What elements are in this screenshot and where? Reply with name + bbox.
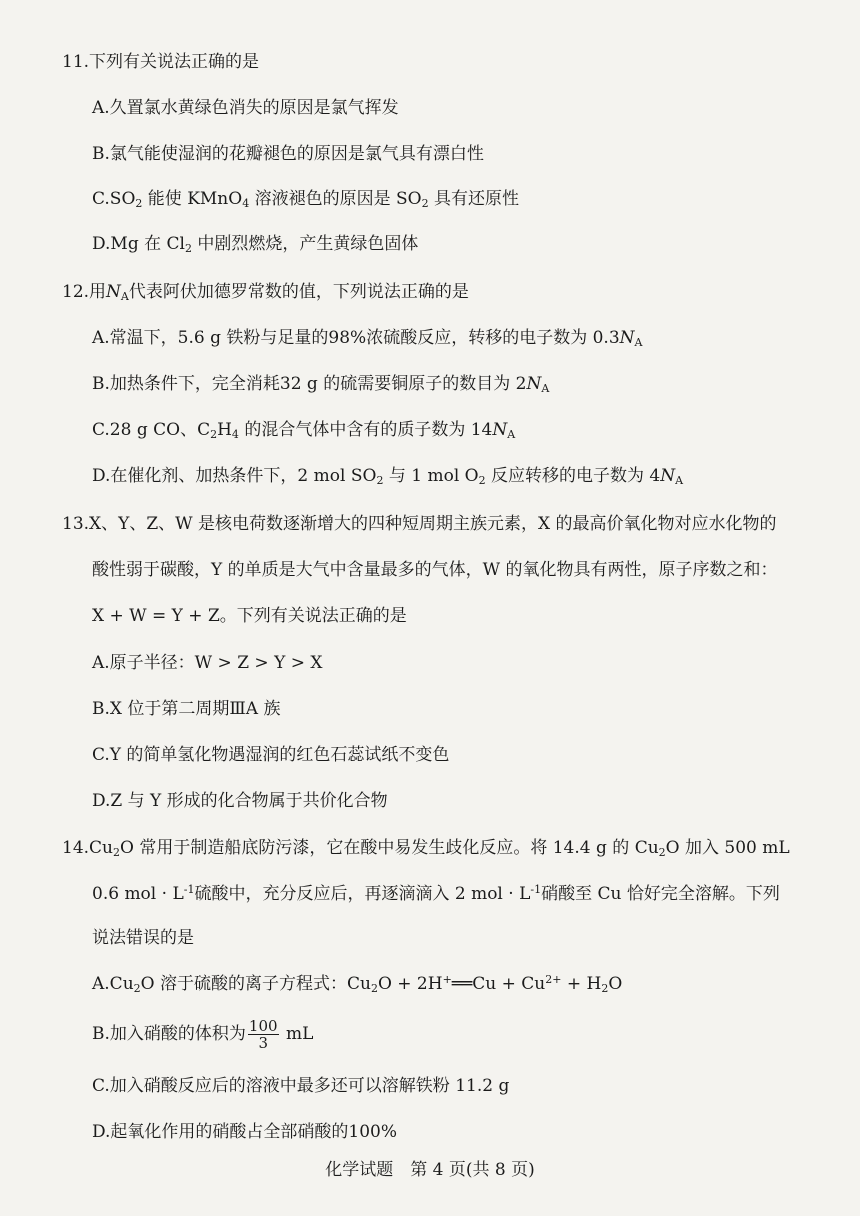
question-11-stem: 11.下列有关说法正确的是 [62,52,260,72]
q12-option-c: C.28 g CO、$C_2H_4$ 的混合气体中含有的质子数为 $14N_A$ [92,420,516,441]
question-13-line-2: 酸性弱于碳酸，Y 的单质是大气中含量最多的气体，W 的氧化物具有两性，原子序数之和： [92,560,778,580]
fraction: $\frac{100}{3}$ [248,1017,278,1052]
question-14-line-2: 0.6 mol · $L^{-1}$硫酸中，充分反应后，再逐滴滴入 2 mol · $L^{-1}$硝酸至 Cu 恰好完全溶解。下列 [92,883,780,904]
q11-option-a: A.久置氯水黄绿色消失的原因是氯气挥发 [92,98,399,118]
q11-option-b: B.氯气能使湿润的花瓣褪色的原因是氯气具有漂白性 [92,144,484,164]
q12-option-d: D.在催化剂、加热条件下，2 mol $SO_2$ 与 1 mol $O_2$ 反应转移的电子数为 $4N_A$ [92,466,684,487]
q13-option-b: B.X 位于第二周期ⅢA 族 [92,699,281,719]
question-13-line-3: X + W = Y + Z。下列有关说法正确的是 [92,606,407,626]
q12-option-b: B.加热条件下，完全消耗32 g 的硫需要铜原子的数目为 $2N_A$ [92,374,550,395]
q12-option-a: A.常温下，5.6 g 铁粉与足量的98%浓硫酸反应，转移的电子数为 $0.3N_A$ [92,328,643,349]
question-14-line-3: 说法错误的是 [92,928,194,948]
q11-option-d: D.Mg 在 $Cl_2$ 中剧烈燃烧，产生黄绿色固体 [92,234,419,255]
q14-option-d: D.起氧化作用的硝酸占全部硝酸的100% [92,1122,398,1142]
q14-option-c: C.加入硝酸反应后的溶液中最多还可以溶解铁粉 11.2 g [92,1076,510,1096]
question-14-line-1: $14.Cu_2O$ 常用于制造船底防污漆，它在酸中易发生歧化反应。将 14.4 g 的 $Cu_2O$ 加入 500 mL [62,838,790,859]
page-footer: 化学试题 第 4 页(共 8 页) [325,1160,535,1180]
question-13-line-1: 13.X、Y、Z、W 是核电荷数逐渐增大的四种短周期主族元素，X 的最高价氧化物对应水化物的 [62,514,777,534]
q14-option-b: B.加入硝酸的体积为 $\frac{100}{3}$ mL [92,1017,314,1052]
q13-option-d: D.Z 与 Y 形成的化合物属于共价化合物 [92,791,388,811]
q13-option-a: A.原子半径：W > Z > Y > X [92,653,323,673]
question-12-stem: 12.用$N_A$代表阿伏加德罗常数的值，下列说法正确的是 [62,282,469,303]
q11-option-c: $C.SO_2$ 能使 KMnO$_4$ 溶液褪色的原因是 $SO_2$ 具有还原性 [92,189,519,210]
q13-option-c: C.Y 的简单氢化物遇湿润的红色石蕊试纸不变色 [92,745,450,765]
q14-option-a: $A.Cu_2O$ 溶于硫酸的离子方程式：$Cu_2O$ + 2H+══Cu + $Cu^{2+} + H_2O$ [92,973,623,995]
